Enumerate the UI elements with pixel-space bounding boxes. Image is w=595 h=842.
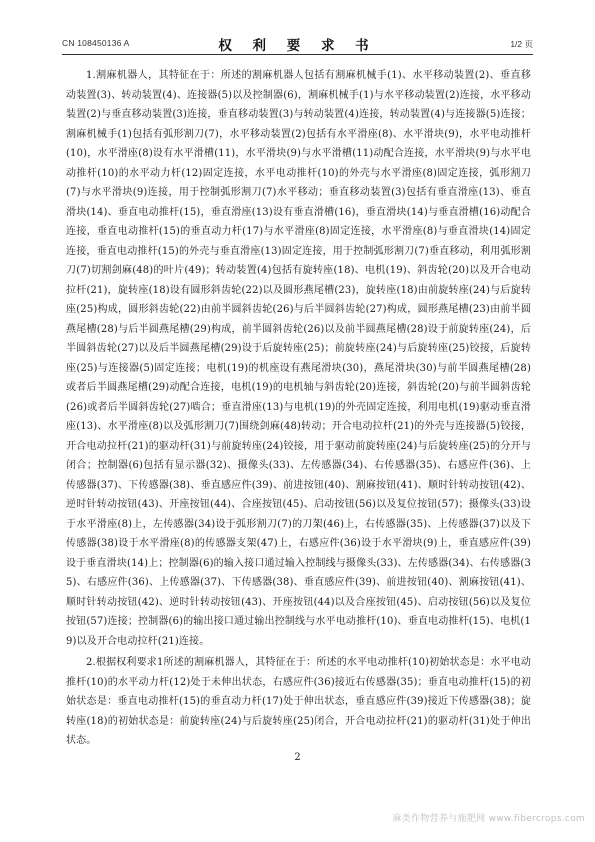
page-number: 2 [294, 752, 301, 763]
page-info: 1/2 页 [510, 39, 533, 49]
claim-1: 1.割麻机器人，其特征在于：所述的割麻机器人包括有割麻机械手(1)、水平移动装置(2)、垂直移动装置(3)、转动装置(4)、连接器(5)以及控制器(6)，割麻机械手(1)与水平移动装置(2)连接，水平移动装置(2)与垂直移动装置(3)连接，垂直移动装置(3)与转动装置(4)连接，转动装置(4)与连接器(5)连接；割麻机械手(1)包括有弧形割刀(7)，水平移动装置(2)包括有水平滑座(8)、水平滑块(9)，水平电动推杆(10)，水平滑座(8)设有水平滑槽(11)，水平滑块(9)与水平滑槽(11)动配合连接，水平滑块(9)与水平电动推杆(10)的水平动力杆(12)固定连接，水平电动推杆(10)的外壳与水平滑座(8)固定连接，弧形割刀(7)与水平滑块(9)连接，用于控制弧形割刀(7)水平移动；垂直移动装置(3)包括有垂直滑座(13)、垂直滑块(14)、垂直电动推杆(15)，垂直滑座(13)设有垂直滑槽(16)，垂直滑块(14)与垂直滑槽(16)动配合连接，垂直电动推杆(15)的垂直动力杆(17)与水平滑座(8)固定连接，水平滑座(8)与垂直滑块(14)固定连接，垂直电动推杆(15)的外壳与垂直滑座(13)固定连接，用于控制弧形割刀(7)垂直移动，利用弧形割刀(7)切割剑麻(48)的叶片(49)；转动装置(4)包括有旋转座(18)、电机(19)、斜齿轮(20)以及开合电动拉杆(21)，旋转座(18)设有圆形斜齿轮(22)以及圆形燕尾槽(23)，旋转座(18)由前旋转座(24)与后旋转座(25)构成，圆形斜齿轮(22)由前半圆斜齿轮(26)与后半圆斜齿轮(27)构成，圆形燕尾槽(23)由前半圆燕尾槽(28)与后半圆燕尾槽(29)构成，前半圆斜齿轮(26)以及前半圆燕尾槽(28)设于前旋转座(24)，后半圆斜齿轮(27)以及后半圆燕尾槽(29)设于后旋转座(25)；前旋转座(24)与后旋转座(25)铰接，后旋转座(25)与连接器(5)固定连接；电机(19)的机座设有燕尾滑块(30)，燕尾滑块(30)与前半圆燕尾槽(28)或者后半圆燕尾槽(29)动配合连接，电机(19)的电机轴与斜齿轮(20)连接，斜齿轮(20)与前半圆斜齿轮(26)或者后半圆斜齿轮(27)啮合；垂直滑座(13)与电机(19)的外壳固定连接，利用电机(19)驱动垂直滑座(13)、水平滑座(8)以及弧形割刀(7)围绕剑麻(48)转动；开合电动拉杆(21)的外壳与连接器(5)铰接，开合电动拉杆(21)的驱动杆(31)与前旋转座(24)铰接，用于驱动前旋转座(24)与后旋转座(25)的分开与闭合；控制器(6)包括有显示器(32)、摄像头(33)、左传感器(34)、右传感器(35)、右感应件(36)、上传感器(37)、下传感器(38)、垂直感应件(39)、前进按钮(40)、割麻按钮(41)、顺时针转动按钮(42)、逆时针转动按钮(43)、开座按钮(44)、合座按钮(45)、启动按钮(56)以及复位按钮(57)；摄像头(33)设于水平滑座(8)上，左传感器(34)设于弧形割刀(7)的刀架(46)上，右传感器(35)、上传感器(37)以及下传感器(38)设于水平滑座(8)的传感器支架(47)上，右感应件(36)设于水平滑块(9)上，垂直感应件(39)设于垂直滑块(14)上；控制器(6)的输入接口通过输入控制线与摄像头(33)、左传感器(34)、右传感器(35)、右感应件(36)、上传感器(37)、下传感器(38)、垂直感应件(39)、前进按钮(40)、割麻按钮(41)、顺时针转动按钮(42)、逆时针转动按钮(43)、开座按钮(44)以及合座按钮(45)、启动按钮(56)以及复位按钮(57)连接；控制器(6)的输出接口通过输出控制线与水平电动推杆(10)、垂直电动推杆(15)、电机(19)以及开合电动拉杆(21)连接。 [66, 70, 531, 647]
claim-2: 2.根据权利要求1所述的割麻机器人，其特征在于：所述的水平电动推杆(10)初始状态是：水平电动推杆(10)的水平动力杆(12)处于未伸出状态，右感应件(36)接近右传感器(35)；垂直电动推杆(15)的初始状态是：垂直电动推杆(15)的垂直动力杆(17)处于伸出状态，垂直感应件(39)接近下传感器(38)；旋转座(18)的初始状态是：前旋转座(24)与后旋转座(25)闭合，开合电动拉杆(21)的驱动杆(31)处于伸出状态。 [66, 657, 531, 746]
publication-number: CN 108450136 A [62, 38, 130, 48]
site-watermark: 麻类作物营养与施肥网 www.fibercrops.com [392, 814, 585, 824]
document-title: 权 利 要 求 书 [218, 38, 377, 54]
page-header [62, 34, 533, 55]
claims-body [66, 66, 531, 753]
